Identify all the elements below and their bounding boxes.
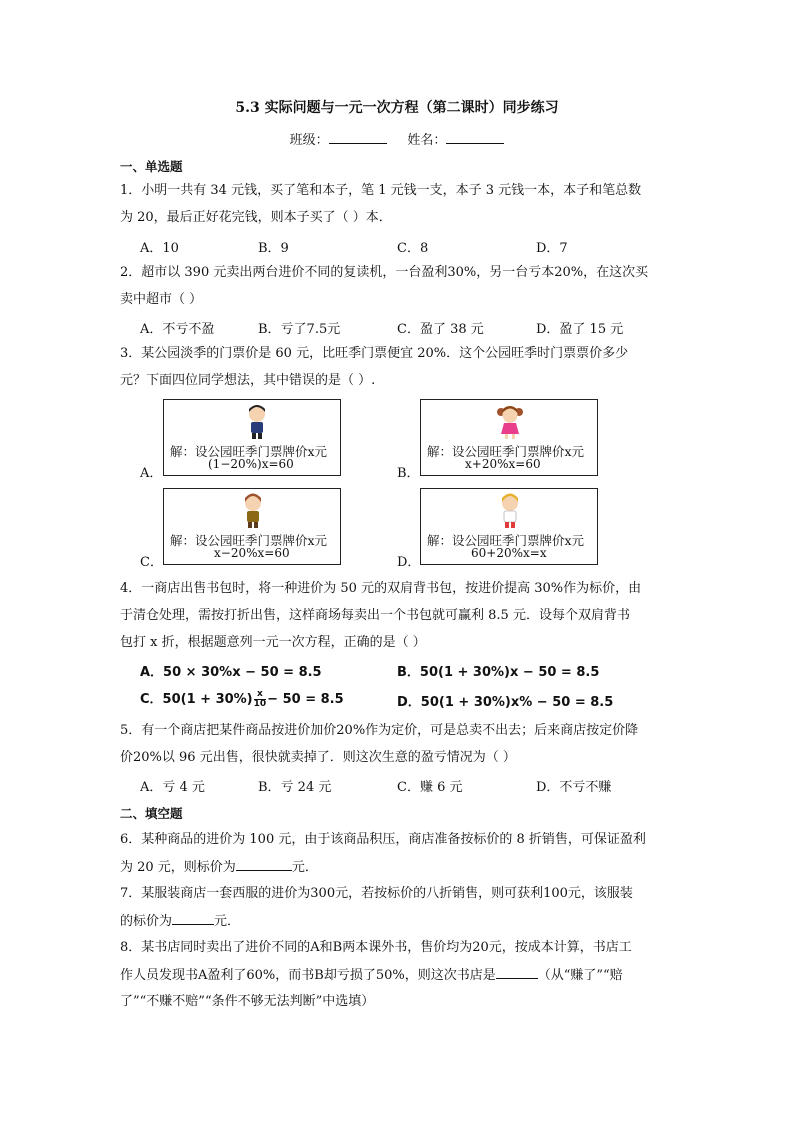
q3-line1: 3．某公园淡季的门票价是 60 元，比旺季门票便宜 20%．这个公园旺季时门票票价多少 [120,346,629,361]
q3-d-equation: 60+20%x=x [471,546,547,560]
q8-line1: 8．某书店同时卖出了进价不同的A和B两本课外书，售价均为20元，按成本计算，书店工 [120,940,632,955]
q1-line1: 1．小明一共有 34 元钱，买了笔和本子，笔 1 元钱一支，本子 3 元钱一本，本子和笔总数 [120,183,642,198]
class-label: 班级： [289,133,329,148]
q8-line3: 了”“不赚不赔”“条件不够无法判断”中选填） [120,994,375,1009]
boy-brown-hair-icon [240,493,266,529]
boy-dark-hair-icon [244,404,270,440]
q3-option-a-card[interactable] [163,399,341,476]
q2-option-b[interactable]: B．亏了7.5元 [258,322,341,337]
q3-option-c-card[interactable] [163,488,341,565]
q4-option-b[interactable]: B．50(1 + 30%)x − 50 = 8.5 [397,665,600,680]
q1-line2: 为 20，最后正好花完钱，则本子买了（ ）本． [120,210,392,225]
q3-line2: 元？下面四位同学想法，其中错误的是（ ）. [120,373,376,388]
q2-option-c[interactable]: C．盈了 38 元 [397,322,484,337]
q3-option-b-card[interactable] [420,399,598,476]
q7-line2-suffix: 元． [214,914,241,929]
q6-line1: 6．某种商品的进价为 100 元，由于该商品积压，商店准备按标价的 8 折销售，可保证盈利 [120,832,646,847]
q2-option-a[interactable]: A．不亏不盈 [140,322,215,337]
q1-option-b[interactable]: B．9 [258,241,289,256]
q7-line1: 7．某服装商店一套西服的进价为300元，若按标价的八折销售，则可获利100元，该服装 [120,886,633,901]
q2-line1: 2．超市以 390 元卖出两台进价不同的复读机，一台盈利30%，另一台亏本20%，在这次买 [120,265,649,280]
q5-line1: 5．有一个商店把某件商品按进价加价20%作为定价，可是总卖不出去；后来商店按定价降 [120,723,639,738]
q3-option-d-card[interactable] [420,488,598,565]
q4-option-a[interactable]: A．50 × 30%x − 50 = 8.5 [140,665,322,680]
q5-line2: 价20%以 96 元出售，很快就卖掉了．则这次生意的盈亏情况为（ ） [120,750,516,765]
page-title: 5.3 实际问题与一元一次方程（第二课时）同步练习 [235,100,559,116]
q8-line2-suffix: （从“赚了”“赔 [537,968,623,983]
q4-line1: 4．一商店出售书包时，将一种进价为 50 元的双肩背书包，按进价提高 30%作为标价，由 [120,581,642,596]
q3-b-statement: 解：设公园旺季门票牌价x元 [427,444,585,459]
q8-line2 [120,966,623,985]
q8-answer-blank[interactable] [496,966,538,979]
q7-line2 [120,912,240,931]
q3-option-c-letter[interactable]: C． [140,555,163,570]
q1-option-d[interactable]: D．7 [536,241,568,256]
q4-line2: 于清仓处理，需按打折出售，这样商场每卖出一个书包就可赢利 8.5 元．设每个双肩背书 [120,608,630,623]
class-blank[interactable] [329,130,387,144]
q8-line2-prefix: 作人员发现书A盈利了60%，而书B却亏损了50%，则这次书店是 [120,968,496,983]
q5-option-a[interactable]: A．亏 4 元 [140,780,205,795]
q2-line2: 卖中超市（ ） [120,292,203,307]
q3-a-statement: 解：设公园旺季门票牌价x元 [170,444,328,459]
q1-option-c[interactable]: C．8 [397,241,429,256]
q4-c-prefix: C．50(1 + 30%) [140,692,253,707]
name-label: 姓名： [407,133,447,148]
q3-c-statement: 解：设公园旺季门票牌价x元 [170,533,328,548]
q5-option-c[interactable]: C．赚 6 元 [397,780,463,795]
q3-b-equation: x+20%x=60 [465,457,541,471]
q3-a-equation: (1−20%)x=60 [208,457,294,471]
boy-blond-hair-icon [497,493,523,529]
q5-option-d[interactable]: D．不亏不赚 [536,780,612,795]
q4-c-fraction [254,690,267,709]
q4-c-denominator: 10 [253,699,267,709]
q2-option-d[interactable]: D．盈了 15 元 [536,322,624,337]
q3-option-d-letter[interactable]: D． [397,555,421,570]
q7-answer-blank[interactable] [172,912,214,925]
section-single-choice: 一、单选题 [120,159,183,174]
q3-d-statement: 解：设公园旺季门票牌价x元 [427,533,585,548]
q4-option-c[interactable] [140,688,344,709]
q4-option-d[interactable]: D．50(1 + 30%)x% − 50 = 8.5 [397,695,614,710]
q5-option-b[interactable]: B．亏 24 元 [258,780,332,795]
q4-c-numerator: x [254,690,267,700]
girl-pigtails-icon [497,404,523,440]
q3-c-equation: x−20%x=60 [214,546,290,560]
name-blank[interactable] [446,130,504,144]
student-info [0,129,794,148]
q3-option-a-letter[interactable]: A． [140,466,163,481]
q4-line3: 包打 x 折，根据题意列一元一次方程，正确的是（ ） [120,635,426,650]
q6-answer-blank[interactable] [236,858,292,871]
section-fill-in: 二、填空题 [120,806,183,821]
q6-line2 [120,858,318,877]
q3-option-b-letter[interactable]: B． [397,466,420,481]
q6-line2-prefix: 为 20 元，则标价为 [120,860,236,875]
q6-line2-suffix: 元． [291,860,318,875]
q4-c-suffix: − 50 = 8.5 [267,692,344,707]
q7-line2-prefix: 的标价为 [120,914,173,929]
q1-option-a[interactable]: A．10 [140,241,179,256]
